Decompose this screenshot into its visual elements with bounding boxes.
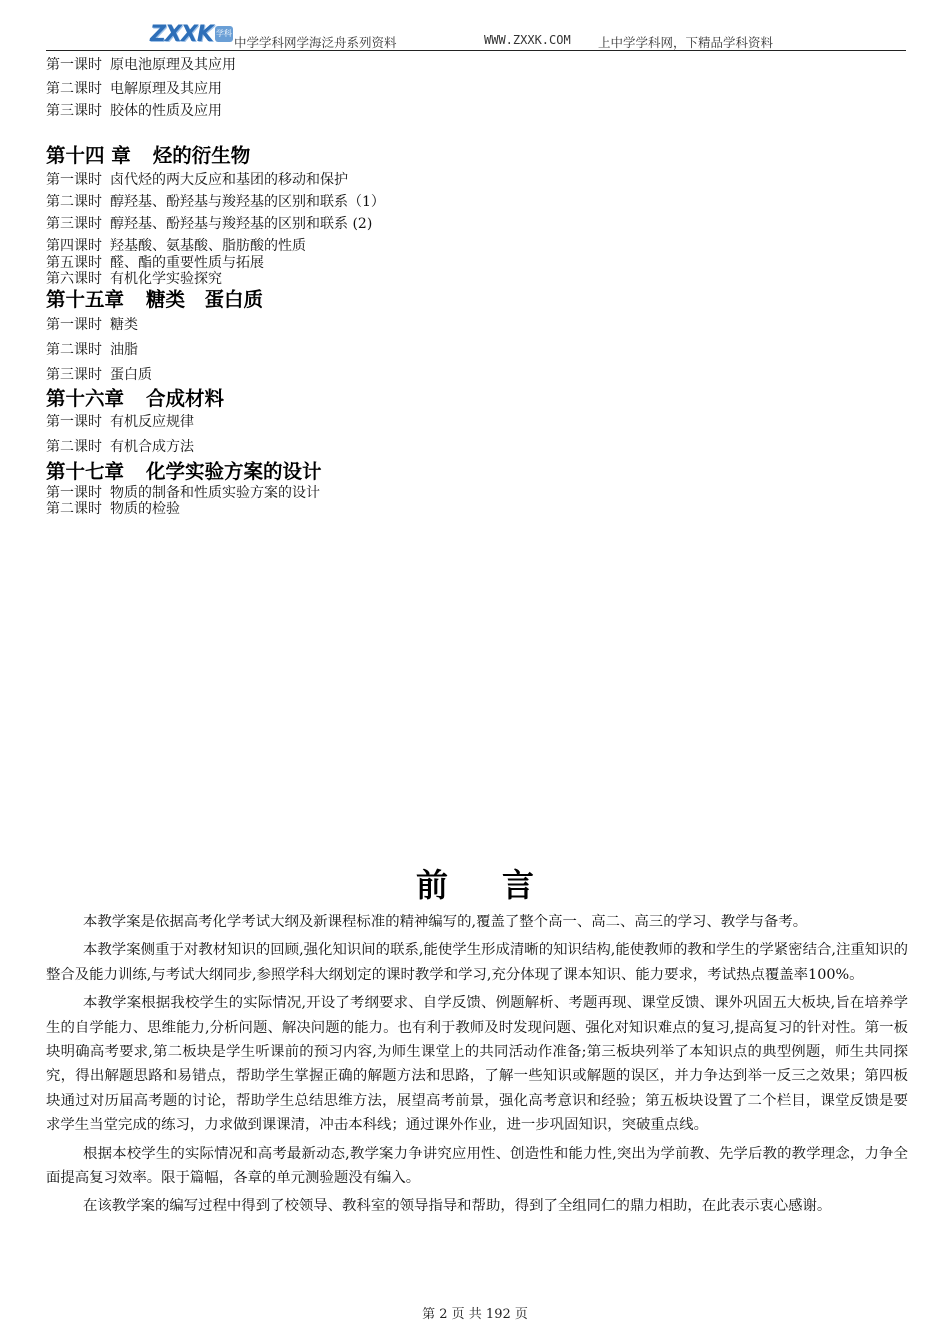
- chapter-heading: [46, 387, 224, 411]
- lesson-line: [46, 237, 306, 255]
- page-number: 第 2 页 共 192 页: [422, 1307, 528, 1322]
- chapter-heading: [46, 460, 322, 484]
- lesson-title: 物质的检验: [110, 501, 180, 517]
- lesson-title: 有机反应规律: [110, 414, 194, 430]
- preface-paragraph: 在该教学案的编写过程中得到了校领导、教科室的领导指导和帮助，得到了全组同仁的鼎力相助，在此表示衷心感谢。: [83, 1198, 832, 1215]
- chapter-title: 烃的衍生物: [152, 144, 251, 167]
- chapter-title: 化学实验方案的设计: [146, 460, 322, 483]
- lesson-number: 第三课时: [46, 216, 102, 232]
- lesson-number: 第三课时: [46, 367, 102, 383]
- lesson-number: 第五课时: [46, 255, 102, 271]
- lesson-line: [46, 171, 348, 189]
- lesson-line: [46, 413, 194, 431]
- logo-text: ZXXK: [150, 21, 213, 47]
- logo-badge: 学科: [215, 26, 233, 42]
- chapter-label: 第十七章: [46, 460, 125, 483]
- lesson-line: [46, 316, 138, 334]
- chapter-heading: [46, 144, 250, 168]
- lesson-title: 电解原理及其应用: [110, 81, 222, 97]
- lesson-number: 第六课时: [46, 271, 102, 287]
- lesson-number: 第一课时: [46, 317, 102, 333]
- lesson-title: 有机合成方法: [110, 439, 194, 455]
- preface-paragraph: 本教学案侧重于对教材知识的回顾,强化知识间的联系,能使学生形成清晰的知识结构,能使教师的教和学生的学紧密结合,注重知识的整合及能力训练,与考试大纲同步,参照学科大纲划定的课时教学和学习,充分体现了课本知识、能力要求，考试热点覆盖率100%。: [46, 942, 908, 983]
- lesson-line: [46, 500, 180, 518]
- chapter-label: 第十四 章: [46, 144, 131, 167]
- chapter-label: 第十六章: [46, 387, 125, 410]
- preface-paragraph: 根据本校学生的实际情况和高考最新动态,教学案力争讲究应用性、创造性和能力性,突出为学前教、先学后教的教学理念，力争全面提高复习效率。限于篇幅，各章的单元测验题没有编入。: [46, 1145, 908, 1187]
- preface-paragraph: 本教学案根据我校学生的实际情况,开设了考纲要求、自学反馈、例题解析、考题再现、课堂反馈、课外巩固五大板块,旨在培养学生的自学能力、思维能力,分析问题、解决问题的能力。也有利于教师及时发现问题、强化对知识难点的复习,提高复习的针对性。第一板块明确高考要求,第二板块是学生听课前的预习内容,为师生课堂上的共同活动作准备;第三板块列举了本知识点的典型例题，师生共同探究，得出解题思路和易错点，帮助学生掌握正确的解题方法和思路，了解一些知识或解题的误区，并力争达到举一反三之效果；第四板块通过对历届高考题的讨论，帮助学生总结思维方法，展望高考前景，强化高考意识和经验；第五板块设置了二个栏目，课堂反馈是要求学生当堂完成的练习，力求做到课课清，冲击本科线；通过课外作业，进一步巩固知识，突破重点线。: [46, 995, 908, 1134]
- lesson-line: [46, 193, 385, 211]
- page-header: [46, 22, 906, 51]
- lesson-number: 第一课时: [46, 485, 102, 501]
- lesson-line: [46, 56, 236, 74]
- chapter-heading: [46, 288, 263, 312]
- preface-body: [46, 910, 908, 1223]
- lesson-title: 醛、酯的重要性质与拓展: [110, 255, 264, 271]
- lesson-title: 醇羟基、酚羟基与羧羟基的区别和联系 (2): [110, 216, 373, 232]
- lesson-title: 羟基酸、氨基酸、脂肪酸的性质: [110, 238, 306, 254]
- lesson-number: 第二课时: [46, 81, 102, 97]
- lesson-number: 第二课时: [46, 194, 102, 210]
- lesson-number: 第二课时: [46, 342, 102, 358]
- lesson-title: 油脂: [110, 342, 138, 358]
- lesson-line: [46, 366, 152, 384]
- preface-title: 前言: [415, 866, 588, 904]
- lesson-title: 物质的制备和性质实验方案的设计: [110, 485, 320, 501]
- lesson-title: 有机化学实验探究: [110, 271, 222, 287]
- lesson-number: 第二课时: [46, 439, 102, 455]
- lesson-line: [46, 438, 194, 456]
- lesson-number: 第二课时: [46, 501, 102, 517]
- lesson-number: 第一课时: [46, 57, 102, 73]
- lesson-number: 第四课时: [46, 238, 102, 254]
- lesson-line: [46, 270, 222, 288]
- header-url: WWW.ZXXK.COM: [484, 33, 571, 47]
- lesson-title: 蛋白质: [110, 367, 152, 383]
- lesson-line: [46, 80, 222, 98]
- header-series-text: 中学学科网学海泛舟系列资料: [234, 35, 397, 50]
- lesson-line: [46, 102, 222, 120]
- lesson-title: 醇羟基、酚羟基与羧羟基的区别和联系（1）: [110, 194, 385, 210]
- lesson-number: 第一课时: [46, 172, 102, 188]
- lesson-title: 卤代烃的两大反应和基团的移动和保护: [110, 172, 348, 188]
- zxxk-logo: [150, 22, 233, 46]
- lesson-title: 胶体的性质及应用: [110, 103, 222, 119]
- chapter-title: 糖类 蛋白质: [146, 288, 264, 311]
- lesson-line: [46, 215, 372, 233]
- lesson-title: 糖类: [110, 317, 138, 333]
- header-slogan: 上中学学科网，下精品学科资料: [598, 35, 774, 50]
- lesson-title: 原电池原理及其应用: [110, 57, 236, 73]
- lesson-number: 第一课时: [46, 414, 102, 430]
- chapter-title: 合成材料: [146, 387, 225, 410]
- chapter-label: 第十五章: [46, 288, 125, 311]
- lesson-line: [46, 341, 138, 359]
- preface-paragraph: 本教学案是依据高考化学考试大纲及新课程标准的精神编写的,覆盖了整个高一、高二、高三的学习、教学与备考。: [83, 914, 808, 930]
- lesson-number: 第三课时: [46, 103, 102, 119]
